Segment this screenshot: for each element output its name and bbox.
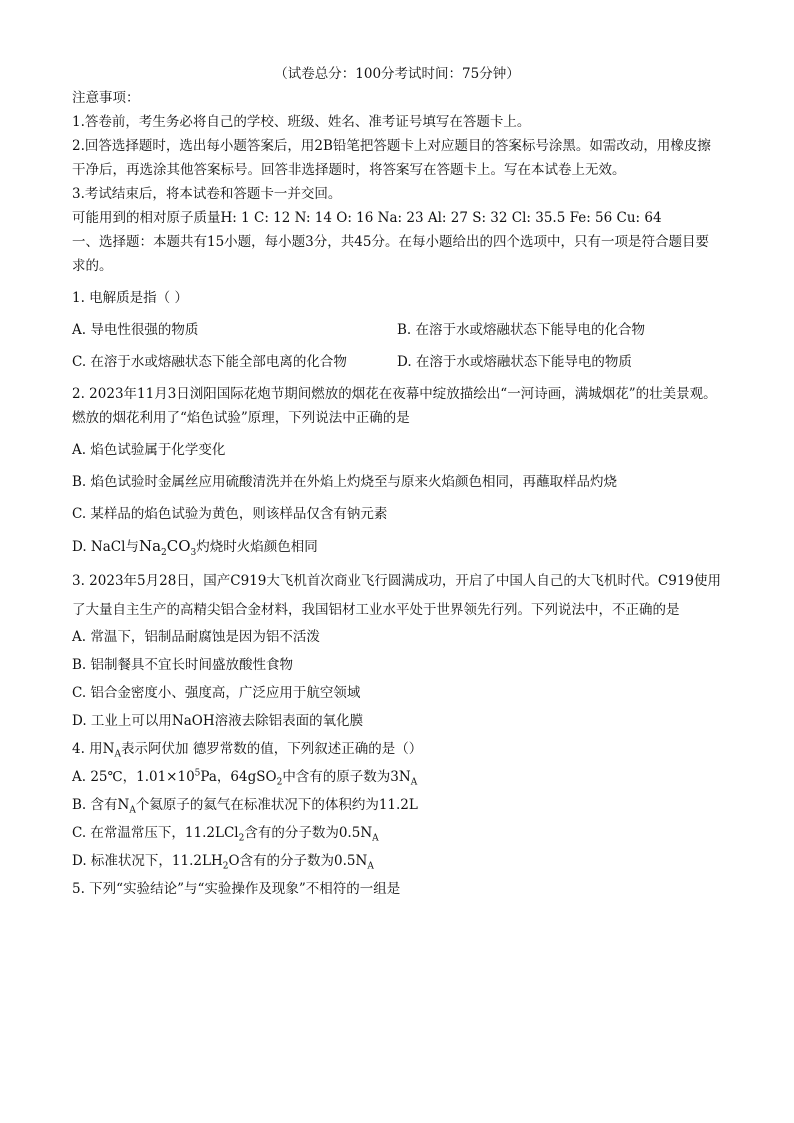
q2d-na: Na (138, 537, 162, 555)
question-1-options-row-1 (72, 318, 722, 342)
question-3-option-d[interactable]: D. 工业上可以用NaOH溶液去除铝表面的氧化膜 (72, 713, 364, 729)
question-1-option-a[interactable]: A. 导电性很强的物质 (72, 322, 199, 338)
exam-info: （试卷总分：100分考试时间：75分钟） (274, 66, 520, 82)
q2d-prefix: D. NaCl与 (72, 539, 139, 555)
question-3-option-a[interactable]: A. 常温下，铝制品耐腐蚀是因为铝不活泼 (72, 629, 320, 645)
notice-item-3: 3.考试结束后，将本试卷和答题卡一并交回。 (72, 186, 342, 202)
q2d-sub-3: 3 (190, 548, 197, 558)
question-3-option-b[interactable]: B. 铝制餐具不宜长时间盛放酸性食物 (72, 657, 294, 673)
q4a-mid: Pa，64gSO (200, 769, 277, 785)
question-3-option-c[interactable]: C. 铝合金密度小、强度高，广泛应用于航空领域 (72, 685, 361, 701)
question-4-stem (72, 737, 722, 761)
q2d-suffix: 灼烧时火焰颜色相同 (196, 539, 318, 555)
question-2-option-d[interactable] (72, 534, 722, 559)
question-5-stem: 5. 下列“实验结论”与“实验操作及现象”不相符的一组是 (72, 881, 401, 897)
question-4-option-a[interactable] (72, 765, 722, 789)
exam-page (72, 62, 722, 901)
q2d-sub-2: 2 (161, 548, 167, 558)
q4a-sub2: 2 (276, 777, 283, 788)
question-1-option-c[interactable]: C. 在溶于水或熔融状态下能全部电离的化合物 (72, 354, 347, 370)
q4c-subA: A (372, 833, 379, 844)
q4d-mid: O含有的分子数为0.5N (228, 853, 368, 869)
question-1-options-row-2 (72, 350, 722, 374)
question-3-stem: 3. 2023年5月28日，国产C919大飞机首次商业飞行圆满成功，开启了中国人自己的大飞机时代。C919使用了大量自主生产的高精尖铝合金材料，我国铝材工业水平处于世界领先行列。下列说法中，不正确的是 (72, 573, 721, 618)
question-2-option-b[interactable]: B. 焰色试验时金属丝应用硫酸清洗并在外焰上灼烧至与原来火焰颜色相同，再蘸取样品灼烧 (72, 474, 618, 490)
q4a-subA: A (410, 777, 418, 788)
q4b-pre: B. 含有N (72, 797, 130, 813)
question-1-option-d[interactable]: D. 在溶于水或熔融状态下能导电的物质 (397, 354, 632, 370)
q4d-pre: D. 标准状况下，11.2LH (72, 853, 223, 869)
q4-stem-sub: A (114, 749, 121, 760)
notice-item-1: 1.答卷前，考生务必将自己的学校、班级、姓名、准考证号填写在答题卡上。 (72, 114, 531, 130)
question-2-stem: 2. 2023年11月3日浏阳国际花炮节期间燃放的烟花在夜幕中绽放描绘出“一河诗画，满城烟花”的壮美景观。燃放的烟花利用了“焰色试验”原理，下列说法中正确的是 (72, 386, 717, 426)
q4c-pre: C. 在常温常压下，11.2LCl (72, 825, 239, 841)
q4a-pre: A. 25℃，1.01×10 (72, 769, 195, 785)
question-1-option-b[interactable]: B. 在溶于水或熔融状态下能导电的化合物 (397, 322, 646, 338)
question-4-option-d[interactable] (72, 849, 722, 873)
q4-stem-pre: 4. 用N (72, 741, 115, 757)
q4b-subA: A (129, 805, 136, 816)
q4c-sub2: 2 (238, 833, 245, 844)
q4d-subA: A (367, 861, 374, 872)
section-1-title: 一、选择题：本题共有15小题，每小题3分，共45分。在每小题给出的四个选项中，只有一项是符合题目要求的。 (72, 234, 709, 274)
q4b-post: 个氦原子的氦气在标准状况下的体积约为11.2L (135, 797, 418, 813)
q4a-sup: 5 (194, 768, 201, 779)
notice-title: 注意事项： (72, 90, 140, 106)
question-4-option-b[interactable] (72, 793, 722, 817)
q4-stem-post: 表示阿伏加 德罗常数的值，下列叙述正确的是（） (120, 741, 423, 757)
question-2-option-c[interactable]: C. 某样品的焰色试验为黄色，则该样品仅含有钠元素 (72, 506, 388, 522)
q4d-sub2: 2 (222, 861, 229, 872)
q4c-mid: 含有的分子数为0.5N (244, 825, 373, 841)
question-2-option-a[interactable]: A. 焰色试验属于化学变化 (72, 442, 226, 458)
question-1-stem: 1. 电解质是指（ ） (72, 290, 188, 306)
question-4-option-c[interactable] (72, 821, 722, 845)
q4a-mid2: 中含有的原子数为3N (282, 769, 411, 785)
notice-item-2: 2.回答选择题时，选出每小题答案后，用2B铅笔把答题卡上对应题目的答案标号涂黑。如需改动，用橡皮擦干净后，再选涂其他答案标号。回答非选择题时，将答案写在答题卡上。写在本试卷上无效。 (72, 138, 711, 178)
atomic-masses: 可能用到的相对原子质量H: 1 C: 12 N: 14 O: 16 Na: 23 Al: 27 S: 32 Cl: 35.5 Fe: 56 Cu: 64 (72, 210, 662, 226)
q2d-co: CO (166, 537, 191, 555)
